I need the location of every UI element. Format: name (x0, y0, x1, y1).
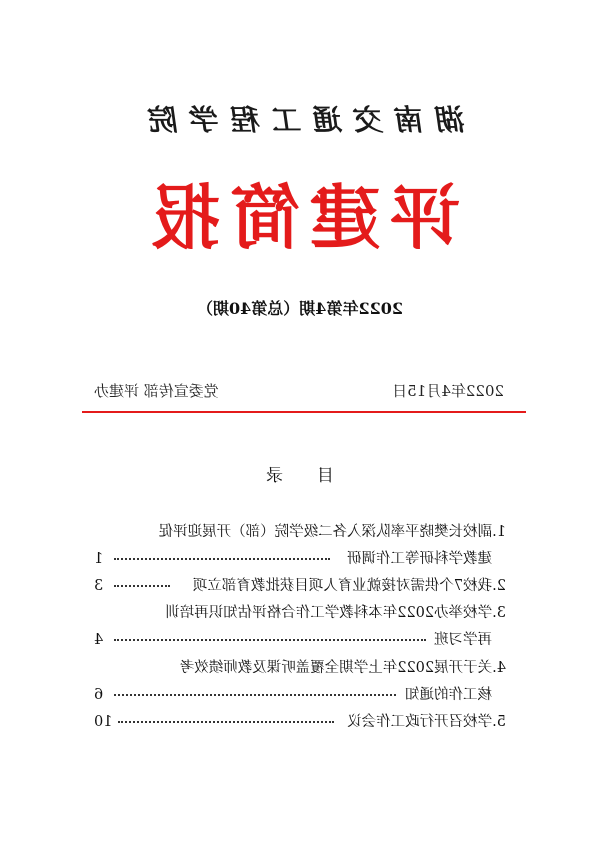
toc-heading: 目录 (232, 466, 334, 486)
toc-page-number: 10 (94, 714, 113, 730)
toc-entry-text: 核工作的通知 (405, 687, 492, 703)
toc-entry-1[interactable] (159, 521, 506, 543)
issue-number: 2022年第4期（总第40期） (197, 299, 403, 318)
toc-entry-text: 关于开展2022年上学期全覆盖听课及教师绩效考 (179, 660, 493, 676)
toc-dot-leader (114, 694, 396, 696)
toc-entry-number: 2. (492, 578, 506, 594)
toc-entry-text: 副校长樊晓平率队深入各二级学院（部）开展迎评促 (158, 524, 493, 540)
toc-page-number: 1 (94, 551, 104, 567)
toc-entry-text: 我校7个供需对接就业育人项目获批教育部立项 (192, 578, 493, 594)
toc-entry-number: 4. (492, 660, 506, 676)
toc-dot-leader (114, 585, 170, 587)
toc-entry-4[interactable] (180, 657, 506, 679)
toc-entry-1-cont[interactable] (94, 548, 506, 570)
toc-entry-3[interactable] (165, 602, 506, 624)
newsletter-title: 评建简报 (140, 177, 460, 259)
toc-entry-number: 1. (492, 524, 506, 540)
header-row (94, 380, 504, 404)
toc-entry-4-cont[interactable] (94, 684, 506, 706)
toc-entry-3-cont[interactable] (94, 629, 506, 651)
publisher-department: 党委宣传部 评建办 (94, 382, 219, 400)
toc-entry-5[interactable] (94, 711, 506, 733)
school-name: 湖南交通工程学院 (133, 103, 467, 137)
toc-entry-text: 学校举办2022年本科教学工作合格评估知识再培训 (165, 605, 493, 621)
toc-page-number: 4 (94, 632, 104, 648)
toc-page-number: 6 (94, 687, 104, 703)
toc-dot-leader (118, 721, 334, 723)
red-divider (82, 411, 526, 413)
toc-entry-2[interactable] (94, 575, 506, 597)
toc-dot-leader (114, 558, 330, 560)
toc-entry-text: 建教学科研等工作调研 (347, 551, 492, 567)
toc-entry-text: 再学习班 (434, 632, 492, 648)
toc-page-number: 3 (94, 578, 104, 594)
toc-entry-number: 3. (492, 605, 506, 621)
publish-date: 2022年4月15日 (392, 382, 504, 400)
toc-entry-text: 学校召开行政工作会议 (347, 714, 493, 730)
toc-dot-leader (114, 639, 426, 641)
toc-entry-number: 5. (492, 714, 506, 730)
